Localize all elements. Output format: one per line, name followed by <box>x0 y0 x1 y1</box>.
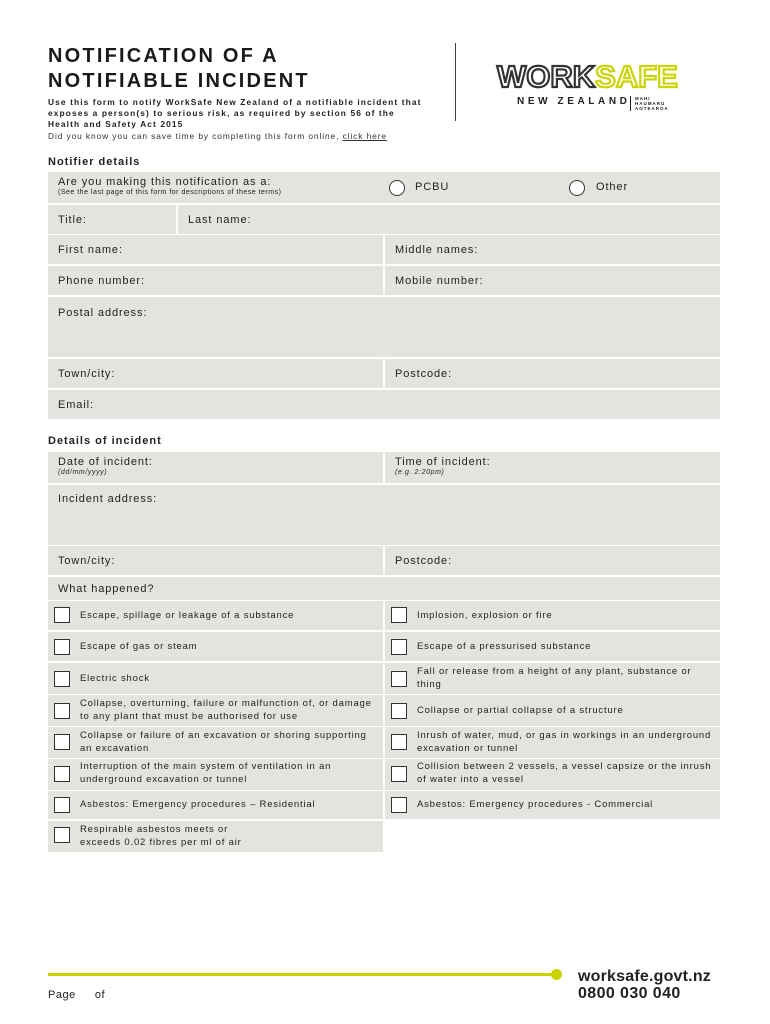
page-number <box>48 989 105 1001</box>
escape-gas-label: Escape of gas or steam <box>80 641 198 652</box>
inrush-label: Inrush of water, mud, or gas in workings in an underground excavation or tunnel <box>417 730 712 754</box>
footer-phone: 0800 030 040 <box>578 985 681 1002</box>
intro-text: Use this form to notify WorkSafe New Zealand of a notifiable incident that exposes a person(s) to serious risk, as required by section 56 of the Health and Safety Act 2015 <box>48 97 422 129</box>
phone-number-label: Phone number: <box>58 274 145 287</box>
pressurised-substance-checkbox[interactable] <box>391 639 407 655</box>
implosion-checkbox[interactable] <box>391 607 407 623</box>
logo-wordmark <box>497 59 678 94</box>
notifier-section-title: Notifier details <box>48 156 141 168</box>
notifier-town-field[interactable] <box>48 359 383 388</box>
incident-time-field[interactable] <box>385 452 720 483</box>
implosion-label: Implosion, explosion or fire <box>417 610 553 621</box>
escape-gas-checkbox[interactable] <box>54 639 70 655</box>
middle-names-label: Middle names: <box>395 243 479 256</box>
notification-as-hint: (See the last page of this form for descriptions of these terms) <box>58 189 282 196</box>
incident-section-title: Details of incident <box>48 435 162 447</box>
title-line-2: NOTIFIABLE INCIDENT <box>48 70 310 92</box>
logo-maori-line-1: MAHI HAUMARU <box>635 96 666 106</box>
collapse-excavation-label: Collapse or failure of an excavation or shoring supporting an excavation <box>80 730 367 754</box>
what-happened-label: What happened? <box>58 582 155 595</box>
email-field[interactable] <box>48 390 720 419</box>
online-note-text: Did you know you can save time by completing this form online, <box>48 131 340 141</box>
notifier-postcode-label: Postcode: <box>395 367 453 380</box>
vessel-collision-label: Collision between 2 vessels, a vessel capsize or the inrush of water into a vessel <box>417 761 712 785</box>
first-name-field[interactable] <box>48 235 383 264</box>
incident-postcode-label: Postcode: <box>395 554 453 567</box>
title-line-1: NOTIFICATION OF A <box>48 45 279 67</box>
logo-maori-line-2: AOTEAROA <box>635 106 669 111</box>
incident-address-field[interactable] <box>48 485 720 545</box>
option-inrush[interactable] <box>385 727 720 758</box>
collapse-plant-checkbox[interactable] <box>54 703 70 719</box>
footer-url: worksafe.govt.nz <box>578 968 712 985</box>
mobile-number-field[interactable] <box>385 266 720 295</box>
collapse-plant-label: Collapse, overturning, failure or malfunction of, or damage to any plant that must be authorised for use <box>80 698 372 722</box>
ventilation-label: Interruption of the main system of ventilation in an underground excavation or tunnel <box>80 761 332 785</box>
logo-safe: SAFE <box>595 59 678 94</box>
escape-spillage-label: Escape, spillage or leakage of a substance <box>80 610 295 621</box>
last-name-field[interactable] <box>178 205 720 234</box>
pcbu-radio[interactable] <box>389 180 405 196</box>
asbestos-commercial-label: Asbestos: Emergency procedures - Commercial <box>417 799 654 810</box>
page-title <box>48 44 310 94</box>
title-label: Title: <box>58 213 87 226</box>
mobile-number-label: Mobile number: <box>395 274 484 287</box>
other-label: Other <box>596 181 629 193</box>
title-field[interactable] <box>48 205 176 234</box>
logo-subtitle: NEW ZEALAND <box>517 96 631 107</box>
option-escape-gas[interactable] <box>48 632 383 661</box>
collapse-structure-label: Collapse or partial collapse of a structure <box>417 705 624 716</box>
incident-time-label: Time of incident: <box>395 456 491 468</box>
incident-address-label: Incident address: <box>58 493 158 505</box>
collapse-structure-checkbox[interactable] <box>391 703 407 719</box>
electric-shock-label: Electric shock <box>80 673 150 684</box>
notifier-postcode-field[interactable] <box>385 359 720 388</box>
notifier-town-label: Town/city: <box>58 367 116 380</box>
page-label: Page <box>48 989 76 1001</box>
fall-release-checkbox[interactable] <box>391 671 407 687</box>
page-of-label: of <box>94 989 106 1001</box>
pressurised-substance-label: Escape of a pressurised substance <box>417 641 592 652</box>
logo-maori <box>630 96 678 111</box>
click-here-link[interactable]: click here <box>342 131 387 141</box>
email-label: Email: <box>58 398 94 411</box>
incident-postcode-field[interactable] <box>385 546 720 575</box>
option-fall-release[interactable] <box>385 663 720 694</box>
option-collapse-plant[interactable] <box>48 695 383 726</box>
what-happened-heading <box>48 577 720 600</box>
option-collapse-structure[interactable] <box>385 695 720 726</box>
postal-address-field[interactable] <box>48 297 720 357</box>
notification-as-label: Are you making this notification as a: <box>58 176 272 188</box>
logo-work: WORK <box>497 59 596 94</box>
other-radio[interactable] <box>569 180 585 196</box>
postal-address-label: Postal address: <box>58 307 148 319</box>
option-respirable-asbestos[interactable] <box>48 821 383 852</box>
vessel-collision-checkbox[interactable] <box>391 766 407 782</box>
first-name-label: First name: <box>58 243 123 256</box>
pcbu-label: PCBU <box>415 181 450 193</box>
asbestos-residential-label: Asbestos: Emergency procedures – Residential <box>80 799 316 810</box>
respirable-asbestos-label: Respirable asbestos meets or exceeds 0.02 fibres per ml of air <box>80 824 242 848</box>
inrush-checkbox[interactable] <box>391 734 407 750</box>
option-ventilation[interactable] <box>48 759 383 790</box>
option-electric-shock[interactable] <box>48 663 383 694</box>
option-pressurised-substance[interactable] <box>385 632 720 661</box>
incident-time-hint: (e.g. 2:20pm) <box>395 469 445 476</box>
option-asbestos-residential[interactable] <box>48 791 383 819</box>
asbestos-residential-checkbox[interactable] <box>54 797 70 813</box>
fall-release-label: Fall or release from a height of any plant, substance or thing <box>417 666 692 690</box>
ventilation-checkbox[interactable] <box>54 766 70 782</box>
option-implosion[interactable] <box>385 601 720 630</box>
option-asbestos-commercial[interactable] <box>385 791 720 819</box>
footer-rule <box>48 973 556 976</box>
incident-town-label: Town/city: <box>58 554 116 567</box>
incident-town-field[interactable] <box>48 546 383 575</box>
escape-spillage-checkbox[interactable] <box>54 607 70 623</box>
footer-dot <box>551 969 562 980</box>
respirable-asbestos-checkbox[interactable] <box>54 827 70 843</box>
option-escape-spillage[interactable] <box>48 601 383 630</box>
online-note <box>48 131 387 141</box>
header-divider <box>455 43 456 121</box>
middle-names-field[interactable] <box>385 235 720 264</box>
incident-date-label: Date of incident: <box>58 456 153 468</box>
option-collapse-excavation[interactable] <box>48 727 383 758</box>
incident-date-hint: (dd/mm/yyyy) <box>58 469 108 476</box>
incident-date-field[interactable] <box>48 452 383 483</box>
asbestos-commercial-checkbox[interactable] <box>391 797 407 813</box>
phone-number-field[interactable] <box>48 266 383 295</box>
collapse-excavation-checkbox[interactable] <box>54 734 70 750</box>
last-name-label: Last name: <box>188 213 252 226</box>
option-vessel-collision[interactable] <box>385 759 720 790</box>
electric-shock-checkbox[interactable] <box>54 671 70 687</box>
worksafe-logo <box>497 59 678 111</box>
